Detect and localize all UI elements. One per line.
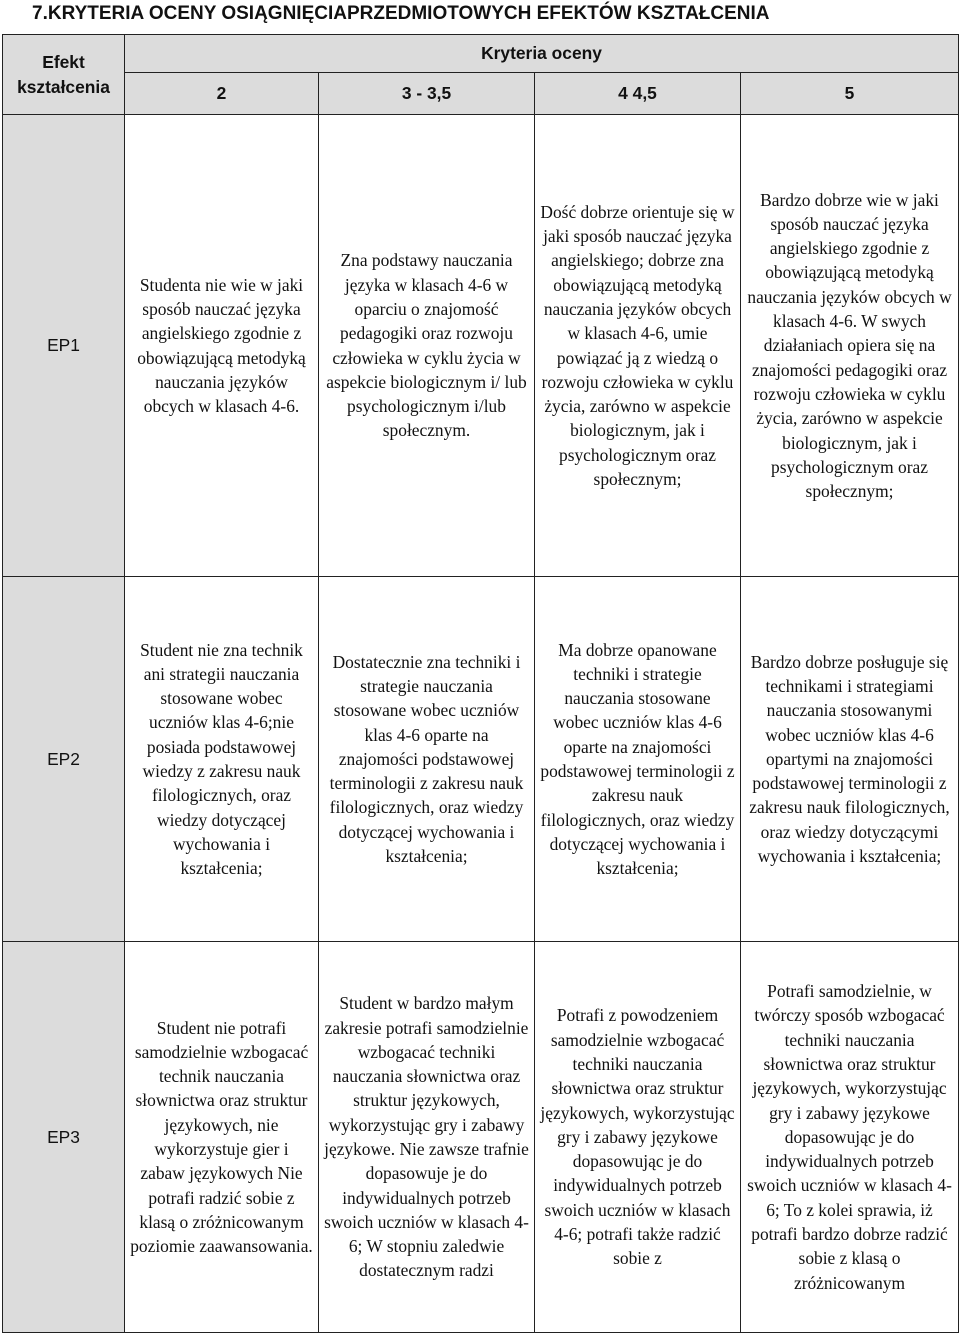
- table-row: [3, 115, 959, 577]
- criteria-cell-5: [741, 942, 959, 1333]
- page-title: 7.KRYTERIA OCENY OSIĄGNIĘCIAPRZEDMIOTOWYCH EFEKTÓW KSZTAŁCENIA: [32, 3, 770, 24]
- kryteria-header: Kryteria oceny: [125, 35, 959, 73]
- criteria-cell-3: Dostatecznie zna techniki i strategie nauczania stosowane wobec uczniów klas 4-6 oparte na znajomości podstawowej terminologii z zakresu nauk filologicznych, oraz wiedzy dotyczącej wychowania i kształcenia;: [319, 577, 535, 942]
- criteria-cell-2: [125, 942, 319, 1333]
- cell-text: Potrafi samodzielnie, w twórczy sposób wzbogacać techniki nauczania słownictwa oraz struktur językowych, wykorzystując gry i zabawy językowe dopasowując je do indywidualnych potrzeb swoich uczniów w klasach 4-6; To z kolei sprawia, iż potrafi bardzo dobrze radzić sobie z klasą o zróżnicowanym: [747, 981, 952, 1293]
- criteria-cell-4: Dość dobrze orientuje się w jaki sposób nauczać języka angielskiego; dobrze zna obowiązującą metodyką nauczania języków obcych w klasach 4-6, umie powiązać ją z wiedzą o rozwoju człowieka w cyklu życia, zarówno w aspekcie biologicznym, jak i psychologicznym oraz społecznym;: [535, 115, 741, 577]
- efekt-header: Efekt kształcenia: [3, 35, 125, 115]
- grade-header-3: 3 - 3,5: [319, 73, 535, 115]
- cell-text: Student nie potrafi samodzielnie wzbogacać technik nauczania słownictwa oraz struktur językowych, nie wykorzystuje gier i zabaw językowych Nie potrafi radzić sobie z klasą o zróżnicowanym poziomie zaawansowania.: [130, 1017, 313, 1257]
- grades-row: [3, 73, 959, 115]
- criteria-cell-2: Studenta nie wie w jaki sposób nauczać języka angielskiego zgodnie z obowiązującą metodyką nauczania języków obcych w klasach 4-6.: [125, 115, 319, 577]
- ep-label: EP1: [3, 115, 125, 577]
- grade-header-5: 5: [741, 73, 959, 115]
- criteria-cell-5: Bardzo dobrze wie w jaki sposób nauczać języka angielskiego zgodnie z obowiązującą metodyką nauczania języków obcych w klasach 4-6. W swych działaniach opiera się na znajomości pedagogiki oraz rozwoju człowieka w cyklu życia, zarówno w aspekcie biologicznym, jak i psychologicznym oraz społecznym;: [741, 115, 959, 577]
- criteria-cell-3: Zna podstawy nauczania języka w klasach 4-6 w oparciu o znajomość pedagogiki oraz rozwoju człowieka w cyklu życia w aspekcie biologicznym i/ lub psychologicznym i/lub społecznym.: [319, 115, 535, 577]
- criteria-cell-5: Bardzo dobrze posługuje się technikami i strategiami nauczania stosowanymi wobec uczniów klas 4-6 opartymi na znajomości podstawowej terminologii z zakresu nauk filologicznych, oraz wiedzy dotyczącymi wychowania i kształcenia;: [741, 577, 959, 942]
- header-row-top: [3, 35, 959, 73]
- criteria-table: [2, 34, 959, 1333]
- ep-label: EP2: [3, 577, 125, 942]
- criteria-cell-4: [535, 942, 741, 1333]
- grade-header-4: 4 4,5: [535, 73, 741, 115]
- ep-label: EP3: [3, 942, 125, 1333]
- table-row: [3, 942, 959, 1333]
- criteria-cell-3: [319, 942, 535, 1333]
- criteria-cell-2: Student nie zna technik ani strategii nauczania stosowane wobec uczniów klas 4-6;nie posiada podstawowej wiedzy z zakresu nauk filologicznych, oraz wiedzy dotyczącej wychowania i kształcenia;: [125, 577, 319, 942]
- criteria-cell-4: Ma dobrze opanowane techniki i strategie nauczania stosowane wobec uczniów klas 4-6 oparte na znajomości podstawowej terminologii z zakresu nauk filologicznych, oraz wiedzy dotyczącej wychowania i kształcenia;: [535, 577, 741, 942]
- grade-header-2: 2: [125, 73, 319, 115]
- table-row: [3, 577, 959, 942]
- cell-text: Student w bardzo małym zakresie potrafi samodzielnie wzbogacać techniki nauczania słownictwa oraz struktur językowych, wykorzystując gry i zabawy językowe. Nie zawsze trafnie dopasowuje je do indywidualnych potrzeb swoich uczniów w klasach 4-6; W stopniu zaledwie dostatecznym radzi: [324, 993, 529, 1281]
- cell-text: Potrafi z powodzeniem samodzielnie wzbogacać techniki nauczania słownictwa oraz struktur językowych, wykorzystując gry i zabawy językowe dopasowując je do indywidualnych potrzeb swoich uczniów w klasach 4-6; potrafi także radzić sobie z: [540, 1005, 735, 1269]
